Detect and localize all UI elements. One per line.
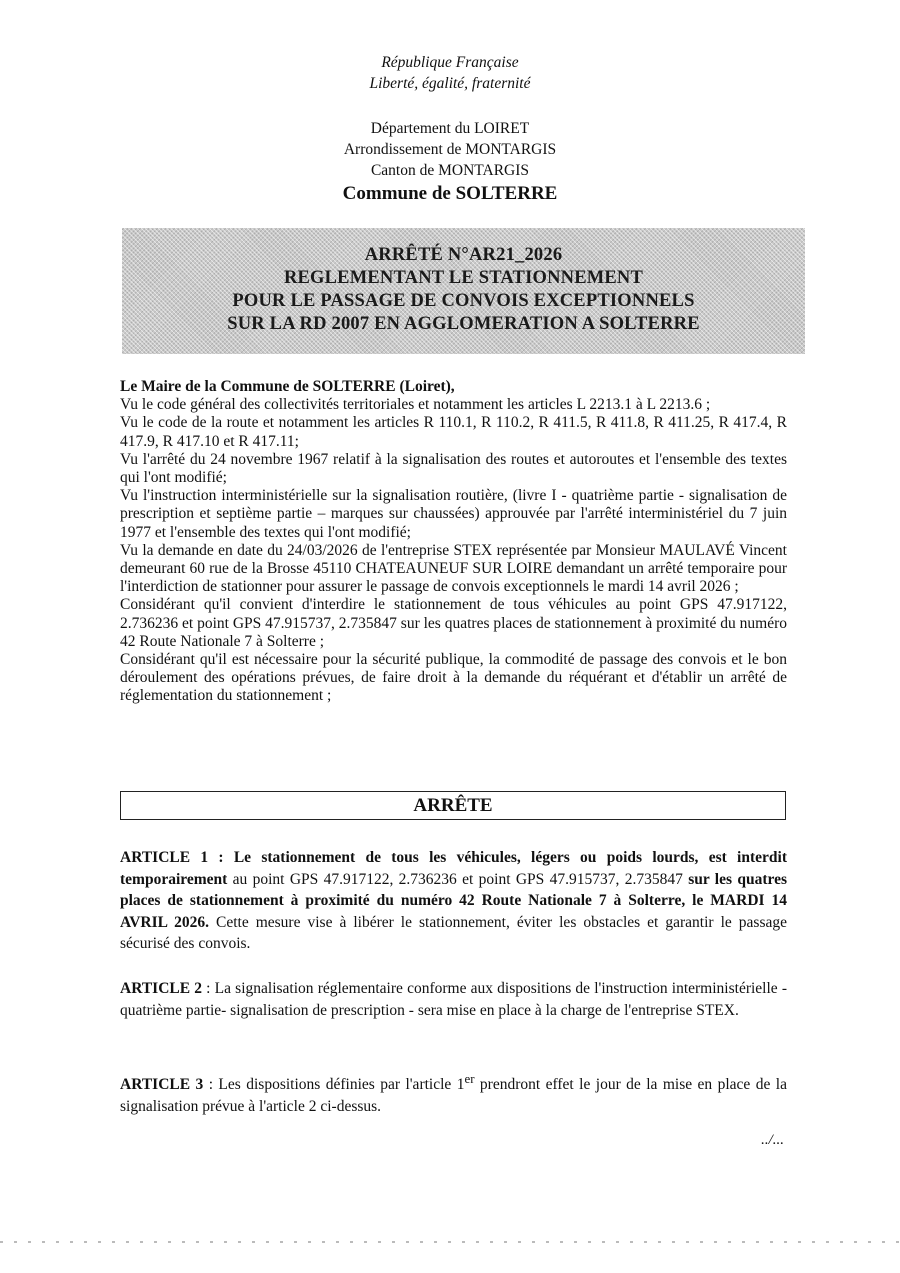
article-2 — [120, 978, 787, 1021]
preamble-paragraph: Vu le code général des collectivités territoriales et notamment les articles L 2213.1 à L 2213.6 ; — [120, 396, 711, 414]
arrete-title-box — [122, 228, 805, 354]
article-3 — [120, 1068, 787, 1117]
article-3-text-2: prendront effet le jour de la mise en place de la signalisation prévue à l'article 2 ci-dessus. — [120, 1076, 787, 1115]
article-2-text: : La signalisation réglementaire conforme aux dispositions de l'instruction interministérielle - quatrième partie- signalisation de prescription - sera mise en place à la charge de l'entreprise STEX. — [120, 980, 787, 1019]
page-continuation-mark: ../... — [761, 1132, 784, 1148]
article-1-bold-text: Le stationnement de tous les véhicules, légers ou poids lourds, est interdit temporairement — [120, 849, 787, 888]
departement-label: Département du LOIRET — [370, 120, 530, 137]
arrete-heading: ARRÊTE — [413, 795, 493, 816]
motto-label: Liberté, égalité, fraternité — [369, 75, 531, 92]
article-1-bold-text-2: sur les quatres places de stationnement à proximité du numéro 42 Route Nationale 7 à Solterre, le MARDI 14 AVRIL 2026. — [120, 870, 787, 931]
header-republic-block — [0, 52, 900, 94]
title-line-2: REGLEMENTANT LE STATIONNEMENT — [283, 268, 644, 288]
article-3-label: ARTICLE 3 — [120, 1076, 204, 1094]
title-line-3: POUR LE PASSAGE DE CONVOIS EXCEPTIONNELS — [232, 291, 695, 311]
scan-artifact-line — [0, 1241, 900, 1243]
article-2-label: ARTICLE 2 — [120, 980, 203, 997]
republic-label: République Française — [381, 54, 519, 71]
preamble — [120, 378, 787, 706]
article-1-text-2: Cette mesure vise à libérer le stationnement, éviter les obstacles et garantir le passage sécurisé des convois. — [120, 913, 787, 952]
preamble-paragraph: Vu l'instruction interministérielle sur la signalisation routière, (livre I - quatrième partie - signalisation de prescription et septième partie – marques sur chaussées) approuvée par l'arrêté interministériel du 7 juin 1977 et l'ensemble des textes qui l'ont modifié; — [120, 487, 787, 541]
arrete-number: ARRÊTÉ N°AR21_2026 — [364, 245, 563, 265]
article-3-superscript: er — [464, 1071, 475, 1086]
article-1-label: ARTICLE 1 : — [120, 849, 224, 866]
preamble-paragraph: Vu le code de la route et notamment les articles R 110.1, R 110.2, R 411.5, R 411.8, R 411.25, R 417.4, R 417.9, R 417.10 et R 417.11; — [120, 414, 787, 450]
preamble-paragraph: Considérant qu'il est nécessaire pour la sécurité publique, la commodité de passage des convois et le bon déroulement des opérations prévues, de faire droit à la demande du réquérant et d'établir un arrêté de réglementation du stationnement ; — [120, 651, 787, 705]
canton-label: Canton de MONTARGIS — [370, 162, 530, 179]
preamble-paragraph: Vu l'arrêté du 24 novembre 1967 relatif à la signalisation des routes et autoroutes et l'ensemble des textes qui l'ont modifié; — [120, 450, 787, 487]
article-1 — [120, 847, 787, 955]
mayor-line: Le Maire de la Commune de SOLTERRE (Loiret), — [120, 378, 455, 395]
commune-title: Commune de SOLTERRE — [342, 183, 558, 204]
arrondissement-label: Arrondissement de MONTARGIS — [343, 141, 557, 158]
article-1-text: au point GPS 47.917122, 2.736236 et point GPS 47.915737, 2.735847 — [227, 870, 689, 888]
article-3-text: : Les dispositions définies par l'article 1 — [203, 1076, 465, 1094]
preamble-paragraph: Vu la demande en date du 24/03/2026 de l'entreprise STEX représentée par Monsieur MAULAVÉ Vincent demeurant 60 rue de la Brosse 45110 CHATEAUNEUF SUR LOIRE demandant un arrêté temporaire pour l'interdiction de stationner pour assurer le passage de convois exceptionnels le mardi 14 avril 2026 ; — [120, 541, 787, 596]
arrete-heading-box — [120, 791, 786, 820]
title-line-4: SUR LA RD 2007 EN AGGLOMERATION A SOLTERRE — [227, 314, 700, 334]
header-admin-block — [0, 118, 900, 207]
preamble-paragraph: Considérant qu'il convient d'interdire le stationnement de tous véhicules au point GPS 47.917122, 2.736236 et point GPS 47.915737, 2.735847 sur les quatres places de stationnement à proximité du numéro 42 Route Nationale 7 à Solterre ; — [120, 596, 787, 650]
